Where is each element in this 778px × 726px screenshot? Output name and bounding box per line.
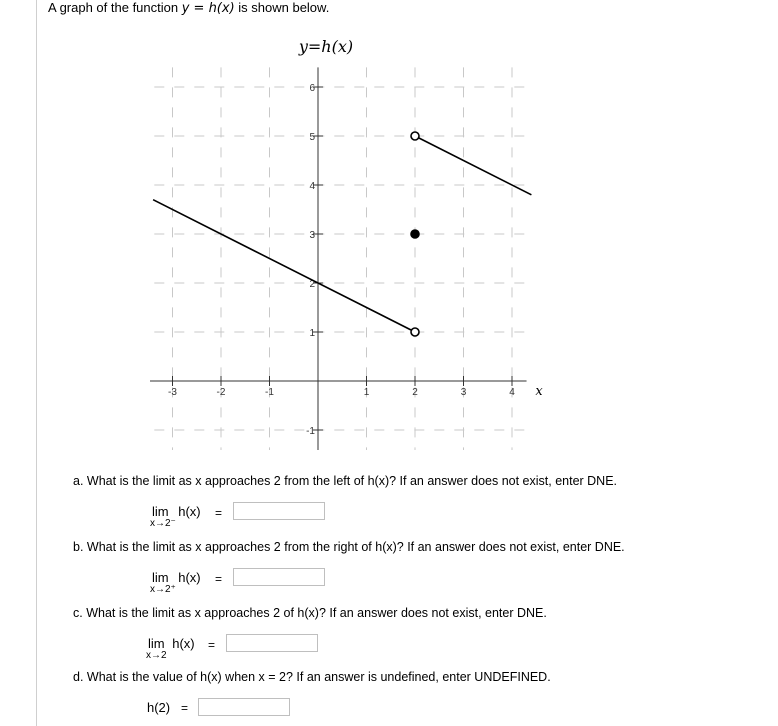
x-tick-label: 1: [363, 387, 370, 398]
question-d-letter: d.: [73, 670, 84, 684]
question-a-text: What is the limit as x approaches 2 from the left of h(x)? If an answer does not exist, enter DNE.: [86, 474, 618, 488]
intro-after: is shown below.: [234, 0, 330, 15]
x-tick-label: -3: [168, 387, 177, 398]
question-a: [73, 474, 617, 488]
limit-b-lim: lim: [152, 570, 169, 585]
limit-a-sub: x→2⁻: [150, 518, 176, 529]
question-b: [73, 540, 625, 554]
function-graph: [150, 30, 550, 450]
intro-text: [48, 0, 329, 16]
left-border: [36, 0, 37, 726]
question-a-letter: a.: [73, 474, 84, 488]
limit-expr-a: [150, 504, 201, 529]
equals-b: =: [215, 572, 223, 586]
open-point: [411, 132, 419, 140]
y-tick-label: 3: [309, 230, 315, 241]
graph-segment: [153, 200, 415, 332]
intro-function: y = h(x): [181, 1, 235, 16]
answer-input-c[interactable]: [226, 634, 318, 652]
x-axis-label: x: [535, 384, 543, 399]
limit-c-func: h(x): [172, 636, 195, 651]
equals-d: =: [181, 701, 189, 715]
y-tick-label: 1: [309, 328, 315, 339]
question-c: [73, 606, 547, 620]
value-expr-d: [147, 700, 170, 715]
y-tick-label: 2: [309, 279, 315, 290]
grid: [150, 67, 527, 450]
y-tick-label: 4: [309, 181, 315, 192]
question-b-letter: b.: [73, 540, 84, 554]
answer-input-b[interactable]: [233, 568, 325, 586]
x-tick-label: -1: [265, 387, 274, 398]
equals-c: =: [208, 638, 216, 652]
question-c-letter: c.: [73, 606, 83, 620]
x-tick-label: -2: [216, 387, 226, 398]
question-d-text: What is the value of h(x) when x = 2? If an answer is undefined, enter UNDEFINED.: [86, 670, 551, 684]
answer-input-d[interactable]: [198, 698, 290, 716]
limit-a-func: h(x): [178, 504, 201, 519]
limit-expr-b: [150, 570, 201, 595]
x-tick-label: 4: [509, 387, 515, 398]
limit-b-sub: x→2⁺: [150, 584, 176, 595]
limit-c-sub: x→2: [146, 650, 167, 661]
open-point: [411, 328, 419, 336]
equals-a: =: [215, 506, 223, 520]
chart-title: y=h(x): [298, 37, 354, 56]
question-c-text: What is the limit as x approaches 2 of h(x)? If an answer does not exist, enter DNE.: [86, 606, 547, 620]
y-tick-label: 6: [309, 83, 315, 94]
question-b-text: What is the limit as x approaches 2 from the right of h(x)? If an answer does not exist, enter DNE.: [86, 540, 625, 554]
value-d-func: h(2): [147, 700, 171, 715]
axes: [150, 67, 527, 450]
answer-input-a[interactable]: [233, 502, 325, 520]
x-tick-label: 3: [460, 387, 467, 398]
limit-a-lim: lim: [152, 504, 169, 519]
limit-b-func: h(x): [178, 570, 201, 585]
intro-before: A graph of the function: [48, 0, 182, 15]
graph-segment: [415, 136, 531, 195]
limit-c-lim: lim: [148, 636, 165, 651]
limit-expr-c: [146, 636, 195, 661]
question-d: [73, 670, 551, 684]
points: [411, 132, 419, 336]
x-tick-label: 2: [412, 387, 418, 398]
filled-point: [411, 230, 419, 238]
y-tick-label: 5: [309, 132, 315, 143]
y-tick-label: -1: [306, 426, 315, 437]
